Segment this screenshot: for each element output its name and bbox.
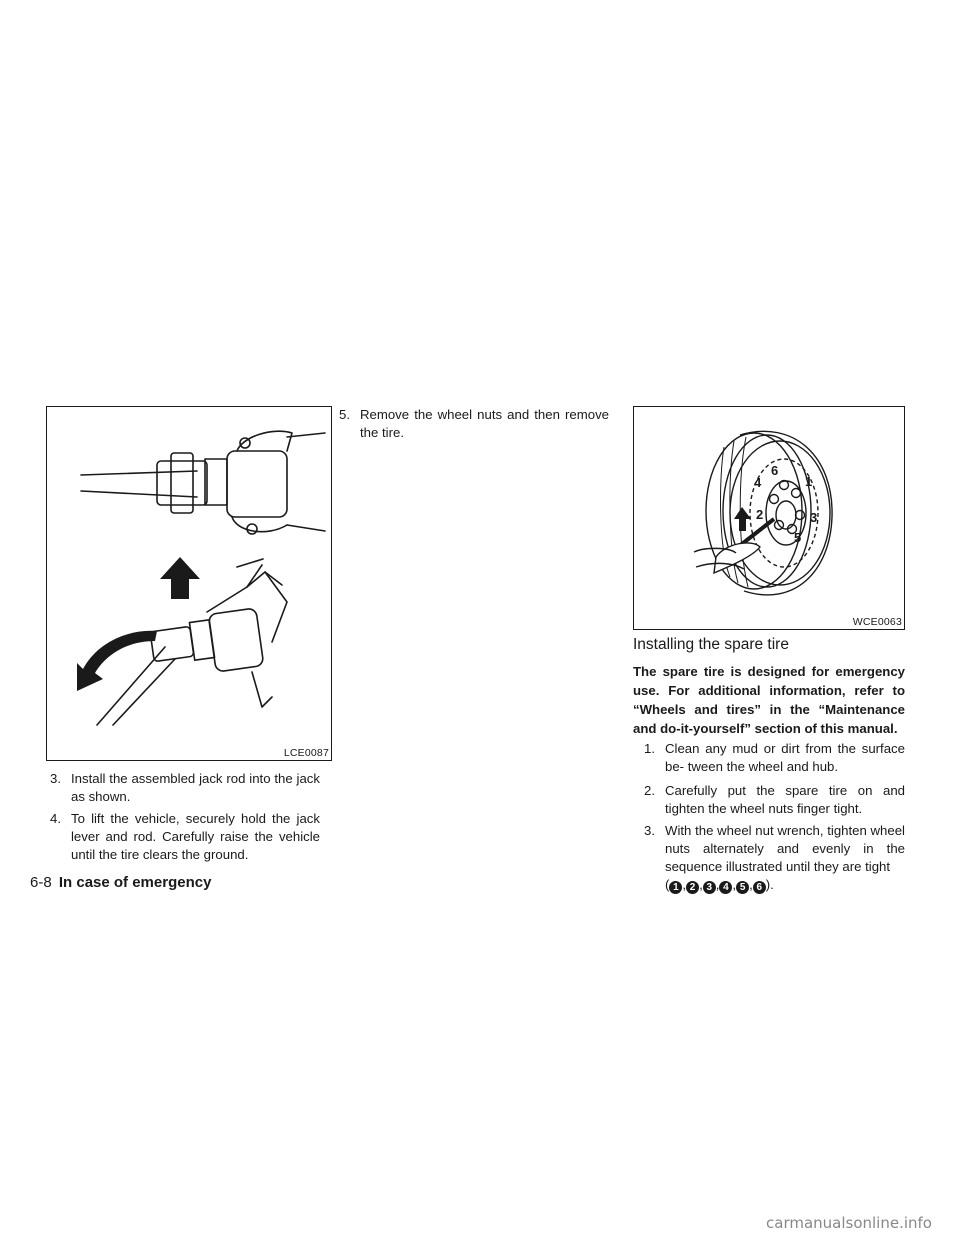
wheel-number-5: 5 xyxy=(794,530,802,545)
sequence-badge: 4 xyxy=(719,881,732,894)
wheel-number-2: 2 xyxy=(756,507,764,522)
step-text: With the wheel nut wrench, tighten wheel nuts alternately and evenly in the sequence illustrated until they are tight xyxy=(665,823,905,874)
step-2-finger-tight xyxy=(644,782,905,818)
step-1-clean xyxy=(644,740,905,776)
wheel-number-6: 6 xyxy=(771,463,779,478)
sequence-badge: 3 xyxy=(703,881,716,894)
sequence-badge: 6 xyxy=(753,881,766,894)
jack-illustration xyxy=(47,407,332,761)
sequence-badge: 2 xyxy=(686,881,699,894)
chapter-title: In case of emergency xyxy=(58,874,212,891)
step-number: 3. xyxy=(50,771,61,786)
watermark: carmanualsonline.info xyxy=(766,1214,932,1232)
step-3-tighten xyxy=(644,822,905,894)
step-text: To lift the vehicle, securely hold the jack lever and rod. Carefully raise the vehicle until the tire clears the ground. xyxy=(71,811,320,862)
step-text: Remove the wheel nuts and then remove the tire. xyxy=(360,407,609,440)
wheel-figure xyxy=(633,406,905,630)
wheel-number-1: 1 xyxy=(805,474,813,489)
page-number: 6-8 xyxy=(30,874,52,891)
step-text: Install the assembled jack rod into the jack as shown. xyxy=(71,771,320,804)
page-footer xyxy=(30,874,211,891)
tightening-sequence: ( 1 , 2 , 3 , 4 , 5 , 6 ). xyxy=(665,877,774,893)
step-number: 2. xyxy=(644,783,655,798)
step-number: 1. xyxy=(644,741,655,756)
step-4-lift xyxy=(50,810,320,864)
sequence-badge: 1 xyxy=(669,881,682,894)
wheel-number-3: 3 xyxy=(810,510,818,525)
step-number: 5. xyxy=(339,407,350,422)
figure-code-right: WCE0063 xyxy=(852,616,902,628)
sequence-badge: 5 xyxy=(736,881,749,894)
section-heading: Installing the spare tire xyxy=(633,636,789,653)
wheel-number-4: 4 xyxy=(754,475,762,490)
step-3-jack xyxy=(50,770,320,806)
step-text: Clean any mud or dirt from the surface be- tween the wheel and hub. xyxy=(665,741,905,774)
step-text: Carefully put the spare tire on and tighten the wheel nuts finger tight. xyxy=(665,783,905,816)
step-number: 3. xyxy=(644,823,655,838)
wheel-illustration xyxy=(634,407,905,630)
step-5-remove xyxy=(339,406,609,442)
step-number: 4. xyxy=(50,811,61,826)
section-intro: The spare tire is designed for emergency use. For additional information, refer to “Wheels and tires” in the “Maintenance and do-it-yourself” section of this manual. xyxy=(633,664,905,736)
figure-code-left: LCE0087 xyxy=(283,747,329,759)
jack-figure xyxy=(46,406,332,761)
